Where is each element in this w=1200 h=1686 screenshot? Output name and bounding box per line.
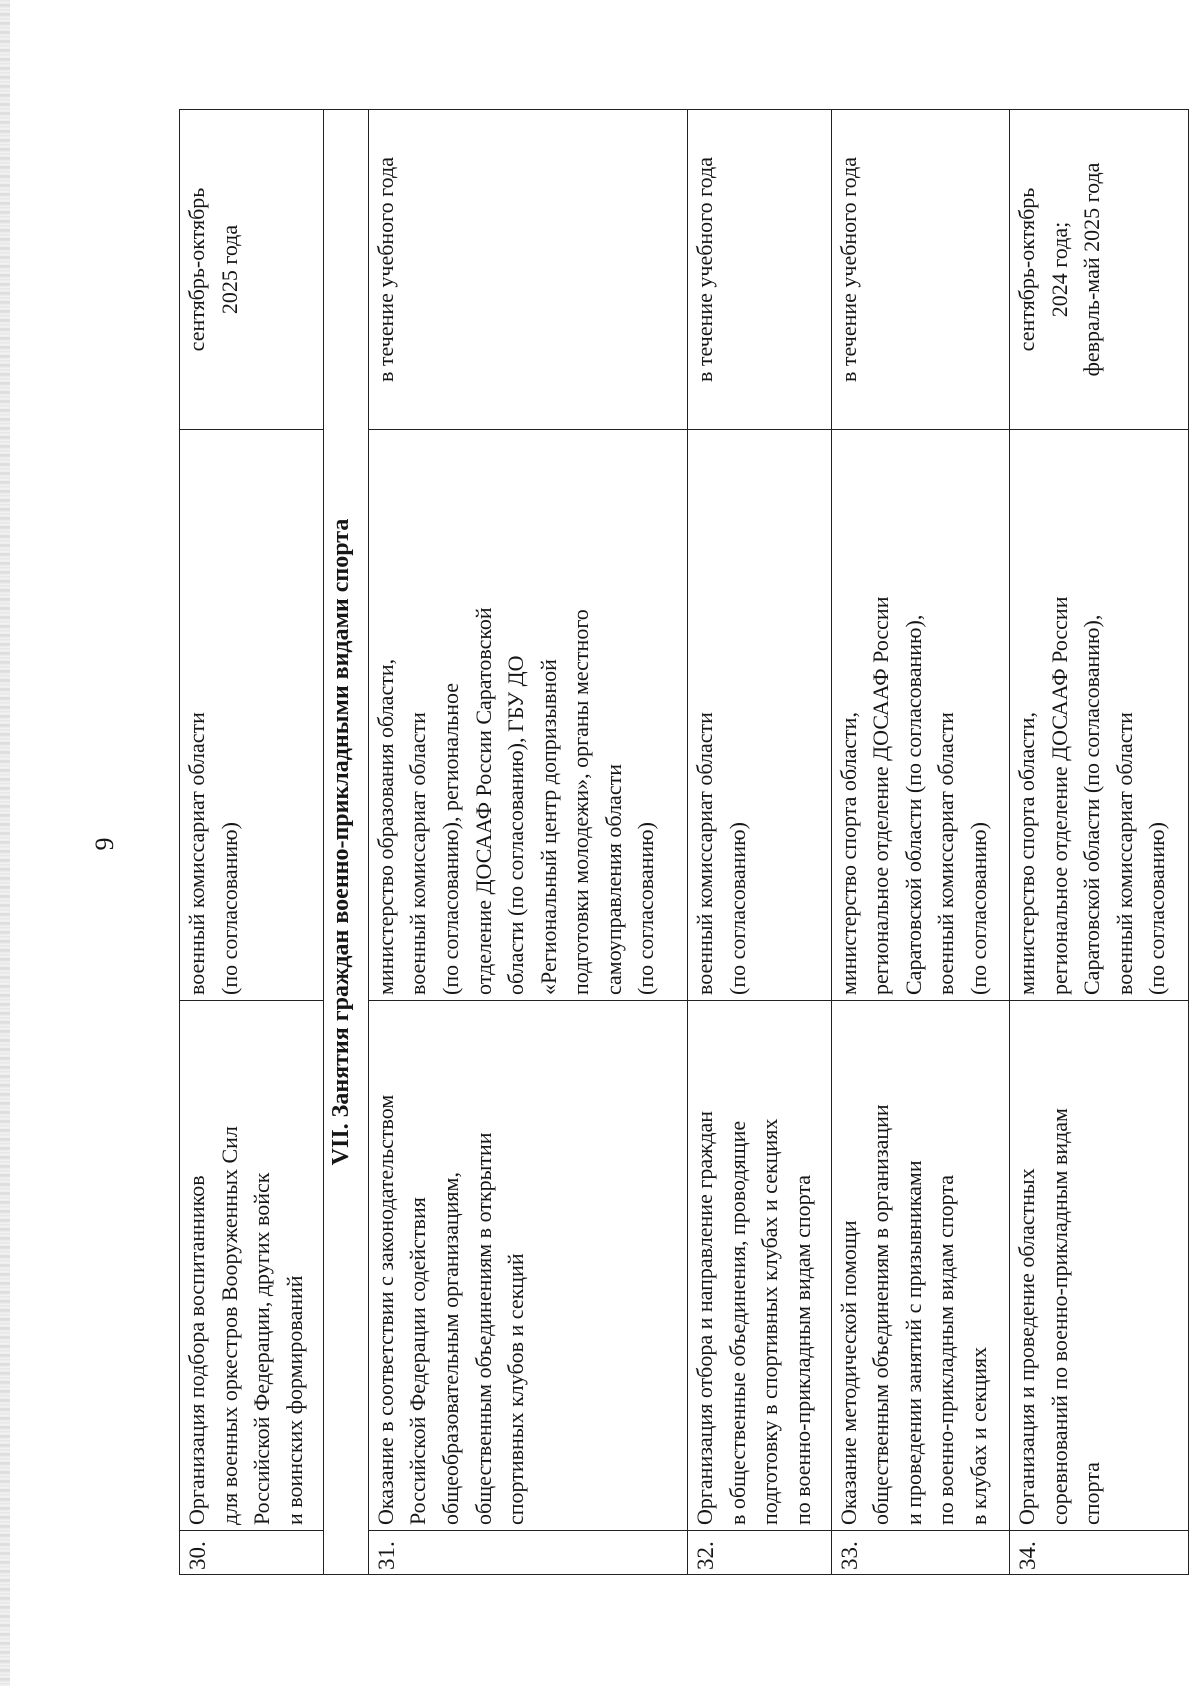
section-heading: VII. Занятия граждан военно-прикладными видами спорта (323, 110, 368, 1575)
table-row (831, 110, 1010, 1575)
table-row (1010, 110, 1189, 1575)
events-table (179, 109, 1189, 1575)
section-row (323, 110, 368, 1575)
row-number: 30. (180, 1531, 324, 1575)
table-row (180, 110, 324, 1575)
event-cell: Оказание методической помощи общественным объединениям в организации и проведении занятий с призывниками по военно-прикладным видам спорта в клубах и секциях (831, 1001, 1010, 1531)
event-cell: Оказание в соответствии с законодательством Российской Федерации содействия общеобразовательным организациям, общественным объединениям в открытии спортивных клубов и секций (368, 1001, 687, 1531)
event-cell: Организация подбора воспитанников для военных оркестров Вооруженных Сил Российской Федерации, других войск и воинских формирований (180, 1001, 324, 1531)
executors-cell: военный комиссариат области (по согласованию) (687, 430, 831, 1001)
period-cell: в течение учебного года (687, 110, 831, 430)
period-cell: сентябрь-октябрь 2024 года; февраль-май 2025 года (1010, 110, 1189, 430)
executors-cell: министерство спорта области, региональное отделение ДОСААФ России Саратовской области (по согласованию), военный комиссариат области (по согласованию) (1010, 430, 1189, 1001)
period-cell: в течение учебного года (368, 110, 687, 430)
scan-edge (0, 0, 10, 1686)
executors-cell: военный комиссариат области (по согласованию) (180, 430, 324, 1001)
row-number: 34. (1010, 1531, 1189, 1575)
executors-cell: министерство образования области, военный комиссариат области (по согласованию), региональное отделение ДОСААФ России Саратовской области (по согласованию), ГБУ ДО «Региональный центр допризывной подготовки молодежи», органы местного самоуправления области (по согласованию) (368, 430, 687, 1001)
row-number: 31. (368, 1531, 687, 1575)
event-cell: Организация и проведение областных соревнований по военно-прикладным видам спорта (1010, 1001, 1189, 1531)
row-number: 33. (831, 1531, 1010, 1575)
rotated-page-content (179, 110, 1189, 1575)
row-number: 32. (687, 1531, 831, 1575)
table-row (687, 110, 831, 1575)
period-cell: в течение учебного года (831, 110, 1010, 430)
executors-cell: министерство спорта области, региональное отделение ДОСААФ России Саратовской области (по согласованию), военный комиссариат области (по согласованию) (831, 430, 1010, 1001)
event-cell: Организация отбора и направление граждан в общественные объединения, проводящие подготовку в спортивных клубах и секциях по военно-прикладным видам спорта (687, 1001, 831, 1531)
page-number: 9 (90, 837, 119, 851)
table-row (368, 110, 687, 1575)
period-cell: сентябрь-октябрь 2025 года (180, 110, 324, 430)
